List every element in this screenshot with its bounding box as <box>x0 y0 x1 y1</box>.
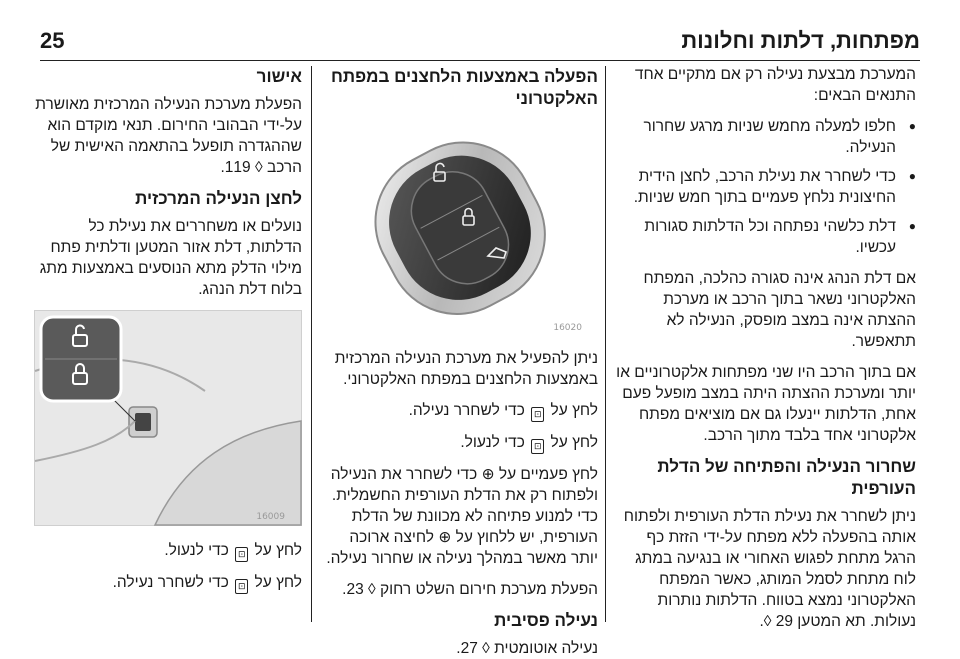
paragraph: לחץ על ⊡ כדי לשחרר נעילה. <box>34 572 302 594</box>
figure-code: 16009 <box>256 512 285 522</box>
paragraph: הפעלת מערכת חירום השלט רחוק ◊ 23. <box>342 581 598 598</box>
section-heading: הפעלה באמצעות הלחצנים במפתח האלקטרוני <box>330 67 598 108</box>
page-header <box>40 22 920 61</box>
key-fob-figure <box>320 116 598 334</box>
paragraph: לחץ פעמיים על ⊕ כדי לשחרר את הנעילה ולפתוח רק את הדלת העורפית החשמלית. כדי למנוע פתיחה לא מכוונת של הדלת העורפית, יש ללחוץ על ⊕ לחיצה ארוכה יותר מאשר במהלך נעילה או שחרור נעילה. <box>326 466 598 567</box>
chapter-title: מפתחות, דלתות וחלונות <box>681 28 920 53</box>
column-divider <box>605 66 606 622</box>
section-heading: לחצן הנעילה המרכזית <box>135 189 302 208</box>
door-panel-illustration <box>35 311 301 525</box>
column-divider <box>311 66 312 622</box>
column-right <box>612 64 922 630</box>
paragraph: המערכת מבצעת נעילה רק אם מתקיים אחד התנאים הבאים: <box>634 66 916 104</box>
paragraph: נעילה אוטומטית ◊ 27. <box>456 640 598 657</box>
paragraph: ניתן לשחרר את נעילת הדלת העורפית ולפתוח אותה בהפעלה ללא מפתח על-ידי הזזת כף הרגל מתחת לפגוש האחורי או בנגיעה במתג לוח מתחת לסמל המותג, כאשר המפתח האלקטרוני נמצא בטווח. הדלתות נותרות נעולות. תא המטען 29 ◊. <box>623 508 916 630</box>
paragraph: ניתן להפעיל את מערכת הנעילה המרכזית באמצעות הלחצנים במפתח האלקטרוני. <box>334 350 598 388</box>
list-item: ● כדי לשחרר את נעילת הרכב, לחצן הידית החיצונית נלחץ פעמיים בתוך חמש שניות. <box>612 166 896 208</box>
unlock-icon: ⊡ <box>531 407 544 422</box>
paragraph: אם דלת הנהג אינה סגורה כהלכה, המפתח האלקטרוני נשאר בתוך הרכב או מערכת ההצתה אינה במצב מופסק, הנעילה לא תתאפשר. <box>643 270 916 350</box>
list-item: ● חלפו למעלה מחמש שניות מרגע שחרור הנעילה. <box>612 116 896 158</box>
paragraph: לחץ על ⊡ כדי לנעול. <box>34 540 302 562</box>
lock-icon: ⊡ <box>235 547 248 562</box>
paragraph: לחץ על ⊡ כדי לשחרר נעילה. <box>320 400 598 422</box>
paragraph: אם בתוך הרכב היו שני מפתחות אלקטרוניים או יותר ומערכת ההצתה היתה במצב מופעל פעם אחת, הדלתות יינעלו גם אם מוציאים מפתח אלקטרוני אחד בלבד מתוך הרכב. <box>616 364 916 444</box>
section-heading: שחרור הנעילה והפתיחה של הדלת העורפית <box>657 457 916 498</box>
list-item: ● דלת כלשהי נפתחה וכל הדלתות סגורות עכשיו. <box>612 216 896 258</box>
key-fob-illustration <box>320 116 598 334</box>
switch-callout <box>41 317 121 401</box>
paragraph: הפעלת מערכת הנעילה המרכזית מאושרת על-ידי הבהובי החירום. תנאי מוקדם הוא שההגדרה תופעל בהתאמה האישית של הרכב ◊ 119. <box>35 96 302 176</box>
paragraph: לחץ על ⊡ כדי לנעול. <box>320 432 598 454</box>
page-reference: 29 ◊. <box>759 613 793 630</box>
paragraph: נועלים או משחררים את נעילת כל הדלתות, דלת אזור המטען ודלתית פתח מילוי הדלק מתא הנוסעים באמצעות מתג בלוח דלת הנהג. <box>39 218 302 298</box>
section-heading: נעילה פסיבית <box>494 611 598 630</box>
conditions-list <box>612 116 916 258</box>
section-heading: אישור <box>256 67 302 86</box>
unlock-icon: ⊡ <box>235 579 248 594</box>
figure-code: 16020 <box>553 323 582 333</box>
door-switch-figure <box>34 310 302 526</box>
column-left <box>34 64 302 620</box>
lock-icon: ⊡ <box>531 439 544 454</box>
column-middle <box>320 64 598 657</box>
page-number: 25 <box>40 28 65 53</box>
